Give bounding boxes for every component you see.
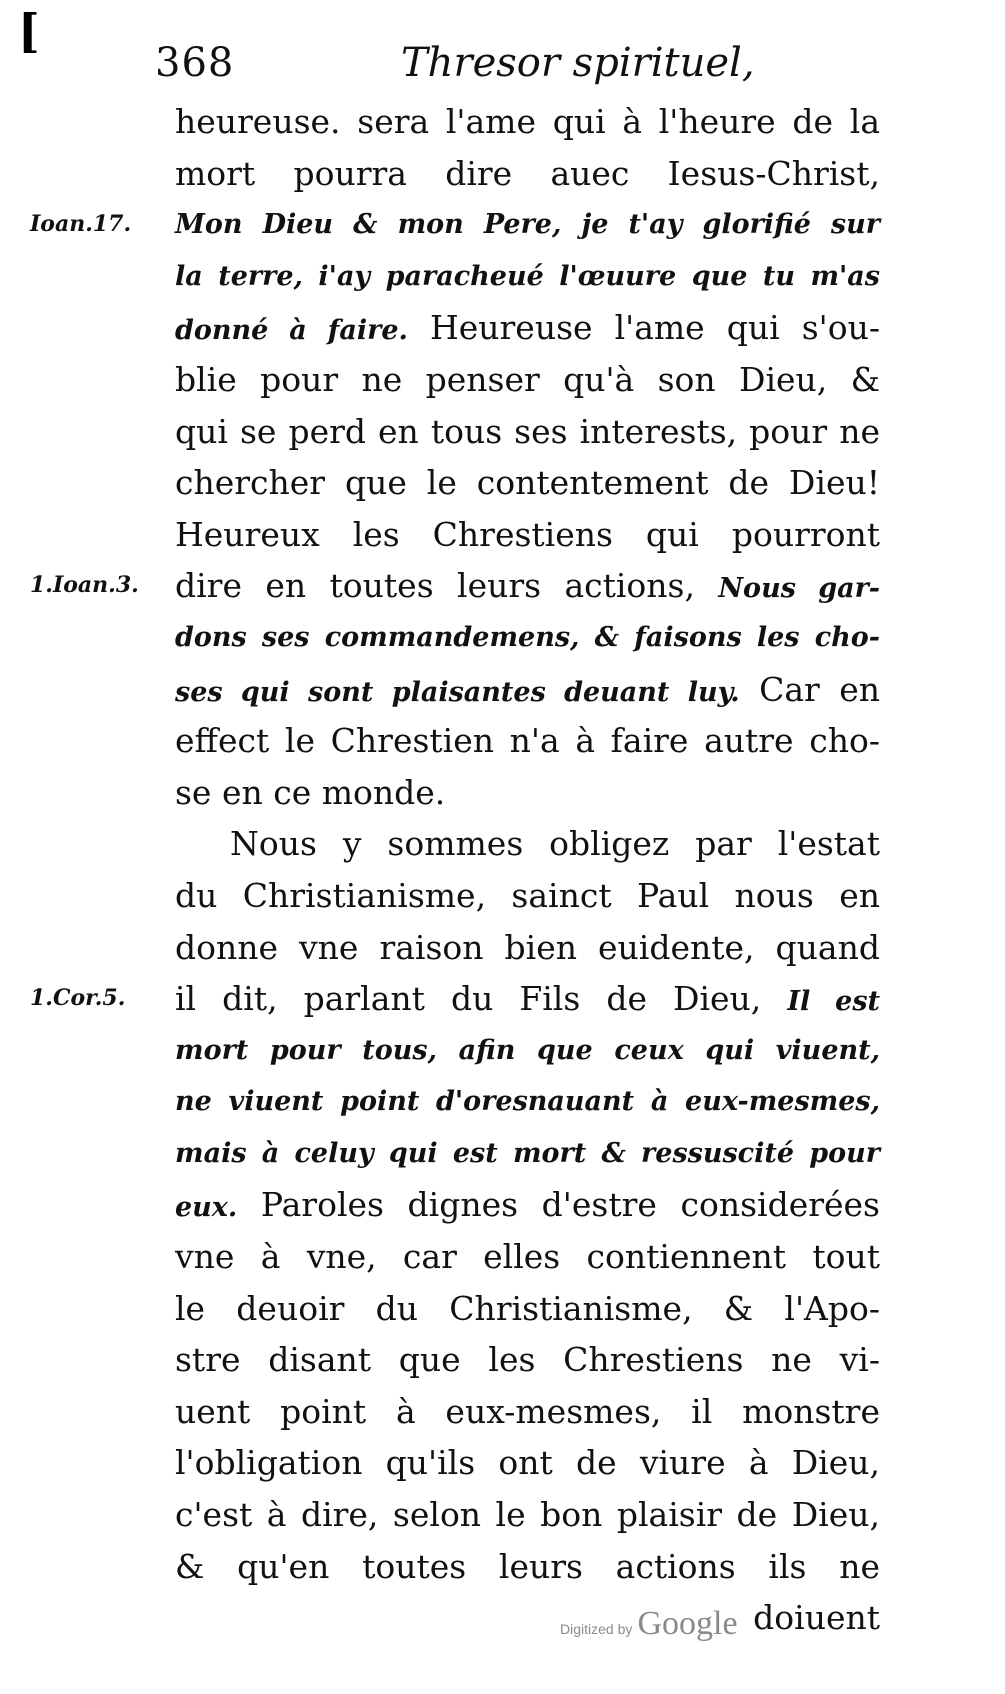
- italic-quote: ses qui sont plaisantes deuant luy.: [175, 676, 740, 708]
- text-line: mort pourra dire auec Iesus-Christ,: [175, 153, 880, 193]
- corner-bracket-mark: [: [18, 4, 40, 58]
- roman-text: Paroles dignes d'estre considerées: [237, 1185, 880, 1225]
- text-line: donne vne raison bien euidente, quand: [175, 927, 880, 967]
- text-line: [175, 1179, 880, 1231]
- page-number: 368: [155, 40, 235, 86]
- roman-text: Car en: [739, 669, 880, 709]
- text-line: heureuse. sera l'ame qui à l'heure de la: [175, 102, 880, 141]
- text-line: [175, 302, 880, 354]
- text-line: mort pour tous, afin que ceux qui viuent,: [175, 1034, 880, 1066]
- text-line: [175, 664, 880, 716]
- margin-reference: 1.Cor.5.: [30, 985, 126, 1012]
- text-line: Nous y sommes obligez par l'estat: [230, 824, 880, 864]
- text-line: Mon Dieu & mon Pere, je t'ay glorifié sur: [175, 209, 880, 241]
- text-line: c'est à dire, selon le bon plaisir de Dieu,: [175, 1495, 880, 1535]
- watermark-prefix: Digitized by: [560, 1621, 633, 1637]
- text-line: uent point à eux-mesmes, il monstre: [175, 1391, 880, 1431]
- text-line: le deuoir du Christianisme, & l'Apo-: [175, 1288, 880, 1328]
- running-title: Thresor spirituel,: [401, 40, 755, 86]
- text-line: se en ce monde.: [175, 772, 446, 812]
- text-line: Heureux les Chrestiens qui pourront: [175, 514, 880, 554]
- body-text: [175, 96, 880, 1644]
- text-line: ne viuent point d'oresnauant à eux-mesmes,: [175, 1086, 880, 1118]
- margin-reference: 1.Ioan.3.: [30, 572, 139, 599]
- italic-quote: Nous gar-: [718, 573, 880, 605]
- text-line: stre disant que les Chrestiens ne vi-: [175, 1340, 880, 1380]
- watermark-brand: Google: [637, 1605, 738, 1642]
- text-line: effect le Chrestien n'a à faire autre cho-: [175, 721, 880, 761]
- catchword: doiuent: [753, 1598, 880, 1638]
- italic-quote: donné à faire.: [175, 315, 408, 347]
- text-line: dons ses commandemens, & faisons les cho-: [175, 621, 880, 653]
- text-line: blie pour ne penser qu'à son Dieu, &: [175, 359, 880, 399]
- roman-text: Heureuse l'ame qui s'ou-: [407, 308, 880, 348]
- text-line: qui se perd en tous ses interests, pour ne: [175, 411, 880, 451]
- text-line: chercher que le contentement de Dieu!: [175, 463, 880, 503]
- text-line: [175, 973, 880, 1025]
- margin-reference: Ioan.17.: [30, 211, 132, 238]
- roman-text: dire en toutes leurs actions,: [175, 566, 719, 606]
- text-line: vne à vne, car elles contiennent tout: [175, 1237, 880, 1277]
- text-line: & qu'en toutes leurs actions ils ne: [175, 1546, 880, 1586]
- text-line: l'obligation qu'ils ont de viure à Dieu,: [175, 1443, 880, 1483]
- text-line: la terre, i'ay paracheué l'œuure que tu m'as: [175, 260, 880, 292]
- roman-text: il dit, parlant du Fils de Dieu,: [175, 979, 788, 1019]
- text-line: mais à celuy qui est mort & ressuscité pour: [175, 1137, 880, 1169]
- italic-quote: eux.: [175, 1192, 238, 1224]
- page-header: [155, 40, 875, 96]
- italic-quote: Il est: [787, 986, 881, 1018]
- text-line: [175, 560, 880, 612]
- google-watermark: [560, 1605, 738, 1643]
- text-line: du Christianisme, sainct Paul nous en: [175, 875, 880, 915]
